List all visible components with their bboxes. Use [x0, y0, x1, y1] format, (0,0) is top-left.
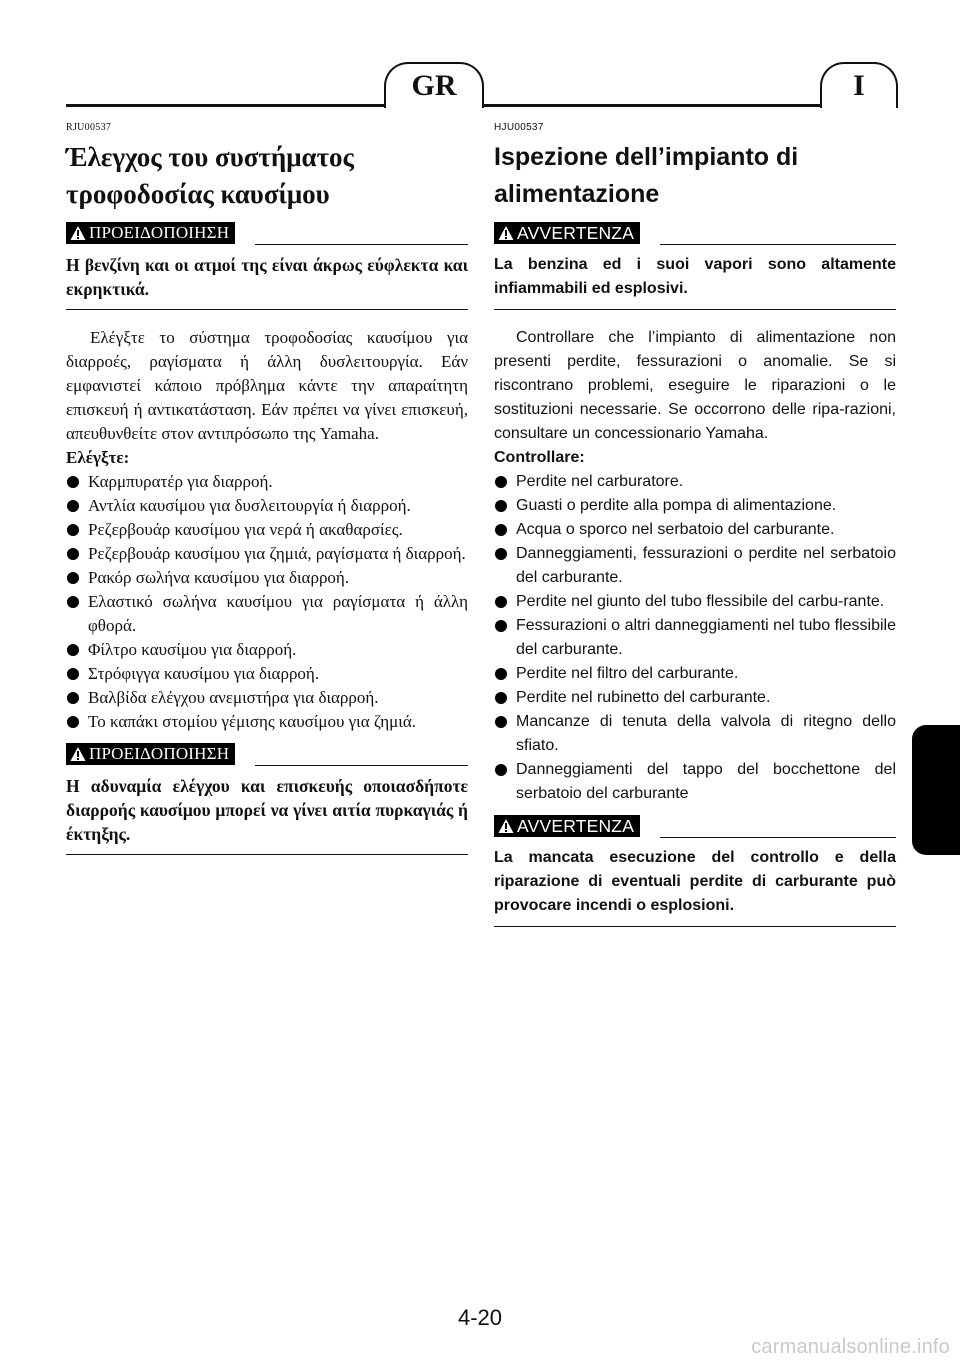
- warning-header: [494, 814, 896, 838]
- bullet-icon: [495, 668, 507, 680]
- list-item: Guasti o perdite alla pompa di alimentazione.: [494, 494, 896, 518]
- warning-triangle-icon: [498, 818, 514, 834]
- warning-label: [494, 815, 640, 837]
- bullet-icon: [495, 692, 507, 704]
- list-item: Perdite nel carburatore.: [494, 470, 896, 494]
- section-title: [494, 139, 896, 213]
- list-item: Perdite nel rubinetto del carburante.: [494, 686, 896, 710]
- watermark: carmanualsonline.info: [751, 1336, 950, 1358]
- warning-triangle-icon: [498, 225, 514, 241]
- list-item: Ρεζερβουάρ καυσίμου για ζημιά, ραγίσματα ή διαρροή.: [66, 542, 468, 566]
- warning-rule: [255, 244, 468, 246]
- section-code: RJU00537: [66, 122, 112, 133]
- warning-text: Η αδυναμία ελέγχου και επισκευής οποιασδήποτε διαρροής καυσίμου μπορεί να γίνει αιτία πυρκαγιάς ή έκτηξης.: [66, 774, 468, 855]
- list-item: Mancanze di tenuta della valvola di ritegno dello sfiato.: [494, 710, 896, 758]
- bullet-icon: [67, 716, 79, 728]
- title-line-2: τροφοδοσίας καυσίμου: [66, 179, 330, 209]
- warning-label: [66, 222, 235, 244]
- bullet-icon: [495, 524, 507, 536]
- list-item: Danneggiamenti, fessurazioni o perdite nel serbatoio del carburante.: [494, 542, 896, 590]
- warning-rule: [660, 244, 896, 246]
- intro-paragraph: Controllare che l’impianto di alimentazione non presenti perdite, fessurazioni o anomalie. Se si riscontrano problemi, eseguire le riparazioni o le sostituzioni necessarie. Se occorrono delle ripa-razioni, consultare un concessionario Yamaha.: [494, 329, 896, 442]
- bullet-icon: [67, 500, 79, 512]
- list-item: Acqua o sporco nel serbatoio del carburante.: [494, 518, 896, 542]
- chapter-side-tab: [912, 725, 960, 855]
- bullet-icon: [67, 476, 79, 488]
- title-line-1: Ispezione dell’impianto di: [494, 143, 799, 171]
- list-item: Καρμπυρατέρ για διαρροή.: [66, 470, 468, 494]
- bullet-icon: [67, 596, 79, 608]
- bullet-icon: [495, 716, 507, 728]
- check-list: [494, 470, 896, 806]
- bullet-icon: [495, 548, 507, 560]
- intro-paragraph: Ελέγξτε το σύστημα τροφοδοσίας καυσίμου για διαρροές, ραγίσματα ή άλλη δυσλειτουργία. Εάν εμφανιστεί κάποιο πρόβλημα κάντε την απαραίτητη επισκευή ή αντικατάσταση. Εάν πρέπει να γίνει επισκευή, απευθυνθείτε στον αντιπρόσωπο της Yamaha.: [66, 328, 468, 443]
- list-item: Βαλβίδα ελέγχου ανεμιστήρα για διαρροή.: [66, 686, 468, 710]
- title-line-1: Έλεγχος του συστήματος: [66, 142, 354, 172]
- bullet-icon: [495, 500, 507, 512]
- bullet-icon: [67, 524, 79, 536]
- warning-triangle-icon: [70, 225, 86, 241]
- warning-block-2: [494, 814, 896, 927]
- list-item: Ρακόρ σωλήνα καυσίμου για διαρροή.: [66, 566, 468, 590]
- list-item: Ρεζερβουάρ καυσίμου για νερά ή ακαθαρσίες.: [66, 518, 468, 542]
- warning-text: La mancata esecuzione del controllo e della riparazione di eventuali perdite di carburante può provocare incendi o esplosioni.: [494, 846, 896, 927]
- bullet-icon: [495, 764, 507, 776]
- check-label: Controllare:: [494, 449, 585, 466]
- warning-label-text: ΠΡΟΕΙΔΟΠΟΙΗΣΗ: [89, 223, 230, 242]
- language-tab-italian: I: [820, 62, 898, 108]
- warning-header: [66, 742, 468, 766]
- bullet-icon: [67, 548, 79, 560]
- warning-header: [66, 221, 468, 245]
- warning-label-text: ΠΡΟΕΙΔΟΠΟΙΗΣΗ: [89, 744, 230, 763]
- bullet-icon: [67, 692, 79, 704]
- warning-text: La benzina ed i suoi vapori sono altamente infiammabili ed esplosivi.: [494, 253, 896, 310]
- list-item: Ελαστικό σωλήνα καυσίμου για ραγίσματα ή άλλη φθορά.: [66, 590, 468, 638]
- warning-label-text: AVVERTENZA: [517, 815, 635, 836]
- warning-header: [494, 221, 896, 245]
- list-item: Fessurazioni o altri danneggiamenti nel tubo flessibile del carburante.: [494, 614, 896, 662]
- section-code: HJU00537: [494, 122, 544, 133]
- list-item: Το καπάκι στομίου γέμισης καυσίμου για ζημιά.: [66, 710, 468, 734]
- bullet-icon: [67, 572, 79, 584]
- page-number: 4-20: [457, 1305, 503, 1330]
- bullet-icon: [67, 668, 79, 680]
- warning-block-2: [66, 742, 468, 855]
- list-item: Φίλτρο καυσίμου για διαρροή.: [66, 638, 468, 662]
- warning-label-text: AVVERTENZA: [517, 222, 635, 243]
- list-item: Αντλία καυσίμου για δυσλειτουργία ή διαρροή.: [66, 494, 468, 518]
- title-line-2: alimentazione: [494, 180, 660, 208]
- italian-column: [494, 122, 896, 927]
- bullet-icon: [495, 476, 507, 488]
- list-item: Danneggiamenti del tappo del bocchettone del serbatoio del carburante: [494, 758, 896, 806]
- warning-label: [494, 222, 640, 244]
- warning-triangle-icon: [70, 746, 86, 762]
- warning-text: Η βενζίνη και οι ατμοί της είναι άκρως εύφλεκτα και εκρηκτικά.: [66, 253, 468, 310]
- bullet-icon: [67, 644, 79, 656]
- language-tab-greek: GR: [384, 62, 484, 108]
- bullet-icon: [495, 596, 507, 608]
- section-title: [66, 139, 468, 213]
- list-item: Στρόφιγγα καυσίμου για διαρροή.: [66, 662, 468, 686]
- warning-rule: [255, 765, 468, 767]
- bullet-icon: [495, 620, 507, 632]
- warning-rule: [660, 837, 896, 839]
- greek-column: [66, 122, 468, 855]
- warning-label: [66, 743, 235, 765]
- list-item: Perdite nel filtro del carburante.: [494, 662, 896, 686]
- check-label: Ελέγξτε:: [66, 448, 130, 467]
- check-list: [66, 470, 468, 734]
- list-item: Perdite nel giunto del tubo flessibile del carbu-rante.: [494, 590, 896, 614]
